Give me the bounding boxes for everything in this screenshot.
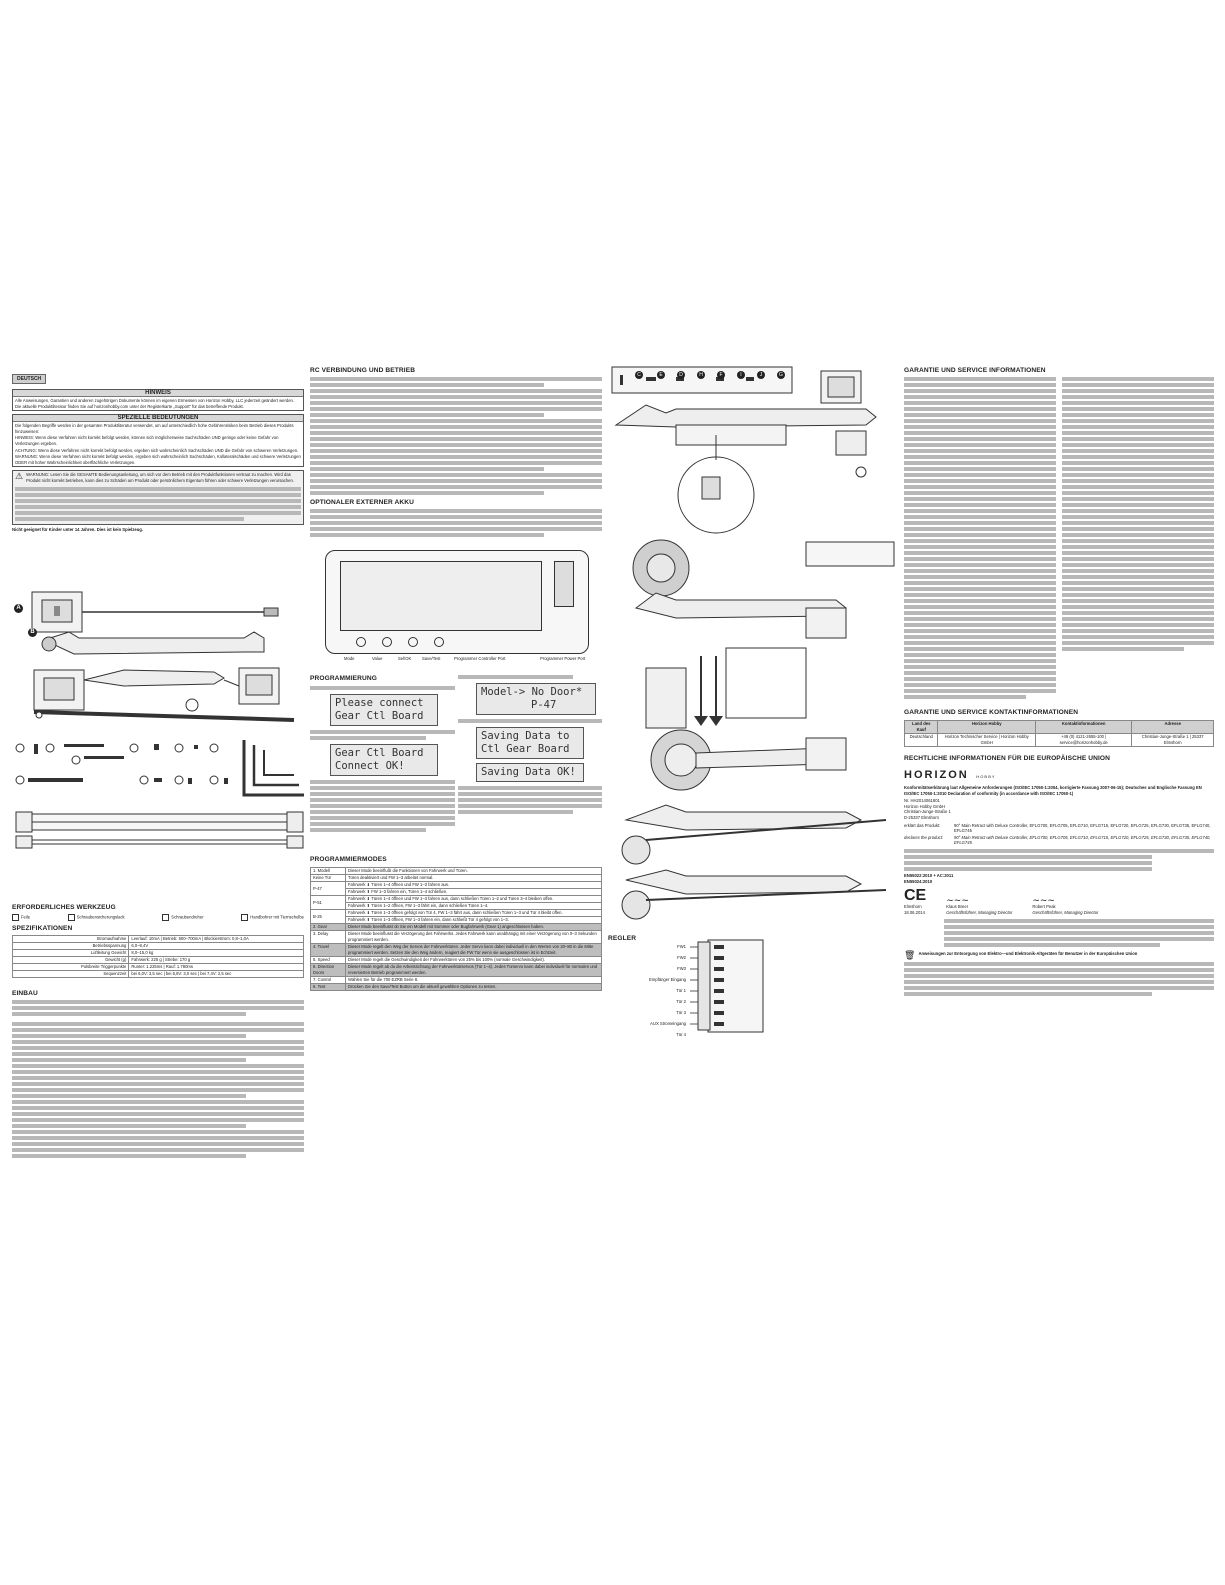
hardware-parts-diagram bbox=[14, 740, 306, 850]
regler-labels bbox=[620, 944, 686, 1043]
warning-triangle-icon: ⚠ bbox=[15, 471, 24, 482]
signature-graphic: ~~~ bbox=[946, 895, 969, 906]
regler-label: FW3 bbox=[677, 966, 686, 971]
garantie-title: GARANTIE UND SERVICE INFORMATIONEN bbox=[904, 367, 1046, 374]
callout-b: B bbox=[28, 628, 37, 637]
table-row: Fahrwerk ⬆ Türen 1–2 öffnen, FW 1–3 fährt ein, dann schließen Türen 1–4. bbox=[311, 903, 602, 910]
table-row: 5. Speed Dieser Mode regelt die Geschwindigkeit der Fahrwerktüren von 25% bis 100% (normale Geschwindigkeit). bbox=[311, 957, 602, 964]
table-row: B-25 Fahrwerk ⬇ Türen 1–3 öffnen gefolgt von Tür 4, FW 1–3 fährt aus, dann schließen Türen 1–3 und Tür 4 bleibt offen. bbox=[311, 910, 602, 917]
regler-label: Tür 4 bbox=[676, 1032, 686, 1037]
label-save-test: Save/Test bbox=[422, 656, 441, 661]
specs-table bbox=[12, 935, 304, 978]
modes-section bbox=[310, 856, 602, 991]
callout: D bbox=[677, 371, 685, 379]
warning-text: WARNUNG: Lesen Sie die GESAMTE Bedienungsanleitung, um sich vor dem Betrieb mit den Produktfunktionen vertraut zu machen. Wird das Produkt nicht korrekt betrieben, kann dies zu Schäden am Produkt oder persönlichem Eigentum führen oder schwere Verletzungen verursachen. bbox=[26, 472, 294, 483]
label-value: Value bbox=[372, 656, 383, 661]
garantie-text-left bbox=[904, 377, 1056, 701]
entsorgung-title: Anweisungen zur Entsorgung von Elektro—und Elektronik-Altgeräten für Benutzer in der Europäischen Union bbox=[918, 951, 1138, 957]
programmer-labels bbox=[330, 656, 600, 664]
table-row: 8. Test Drücken Sie den Save/Test Button um die aktuell gewählten Optionen zu testen. bbox=[311, 984, 602, 991]
signatory: ~~~ Robert Peak Geschäftsführer, Managing Director bbox=[1032, 895, 1099, 915]
brand-sub: H O B B Y bbox=[976, 774, 995, 779]
programmierung-title: PROGRAMMIERUNG bbox=[310, 675, 377, 682]
table-row: Fahrwerk ⬆ FW 1–3 fahren ein, Türen 1–4 schließen. bbox=[311, 889, 602, 896]
table-row: Fahrwerk ⬆ Türen 1–3 öffnen, FW 1–3 fahren ein, dann schließt Tür 4 gefolgt von 1–3. bbox=[311, 917, 602, 924]
table-row: P-47 Fahrwerk ⬇ Türen 1–4 öffnen und FW 1–3 fahren aus. bbox=[311, 882, 602, 889]
programmierung-section bbox=[310, 675, 455, 834]
lcd-saving: Saving Data to Ctl Gear Board bbox=[476, 727, 584, 759]
konformitaet-text: Konformitätserklärung laut Allgemeine Anforderungen (ISO/IEC 17050-1:2004, korrigierte Fassung 2007-06-15); Deutsches und Englische Fassung EN ISO/IEC 17050-1:2010 Declaration of conformity (in accordance with ISO/IEC 17050-1) bbox=[904, 785, 1202, 796]
garantie-text-right bbox=[1062, 377, 1214, 701]
place-date: Elmshorn 18.06.2014 bbox=[904, 904, 925, 915]
kontakt-title: GARANTIE UND SERVICE KONTAKTINFORMATIONEN bbox=[904, 709, 1079, 716]
callout: E bbox=[657, 371, 665, 379]
signature-graphic: ~~~ bbox=[1032, 895, 1055, 906]
assembly-diagram-top bbox=[606, 365, 898, 535]
table-row: Stromaufnahme Leerlauf: 10mA | Betrieb: 500–700mA | Blockierstrom: 0,8–1,0A bbox=[13, 936, 304, 943]
callout: G bbox=[777, 371, 785, 379]
waste-bin-icon: 🗑 bbox=[904, 950, 916, 961]
kontakt-table bbox=[904, 720, 1214, 747]
lcd-saving-ok: Saving Data OK! bbox=[476, 763, 584, 782]
declares-label: declares the product: bbox=[904, 834, 944, 840]
save-test-button[interactable] bbox=[434, 637, 444, 647]
regler-label: Tür 3 bbox=[676, 1010, 686, 1015]
erklaert-label: erklärt das Produkt: bbox=[904, 822, 941, 828]
regler-label: AUX Stromeingang bbox=[650, 1021, 686, 1026]
rechtliche-title: RECHTLICHE INFORMATIONEN FÜR DIE EUROPÄISCHE UNION bbox=[904, 755, 1110, 762]
callout: I bbox=[737, 371, 745, 379]
table-row: Gewicht (g) Fahrwerk: 225 g | Strebe: 170 g bbox=[13, 957, 304, 964]
tool-item: Handbohrer mit Tiernschelbe bbox=[241, 914, 304, 921]
controller-board-diagram bbox=[690, 938, 780, 1042]
callout: H bbox=[697, 371, 705, 379]
werkzeug-title: ERFORDERLICHES WERKZEUG bbox=[12, 904, 116, 911]
column-4 bbox=[904, 367, 1214, 998]
tool-item: Feile bbox=[12, 914, 30, 921]
age-note: Nicht geeignet für Kinder unter 14 Jahren. Dies ist kein Spielzeug. bbox=[12, 526, 144, 532]
column-1 bbox=[12, 367, 304, 532]
spezielle-intro: Die folgenden Begriffe werden in der gesamten Produktliteratur verwendet, um auf unterschiedlich hohe Gefahrenrisiken beim Betrieb dieses Produkts hinzuweisen: bbox=[15, 423, 294, 434]
hinweis-box bbox=[12, 389, 304, 411]
table-row: 2. Gear Dieser Mode beeinflusst ob Sie ein Modell mit Sommer oder Bugfahrwerk (Gear 1) angeschlossen haben. bbox=[311, 924, 602, 931]
regler-label: Empfänger Eingang bbox=[648, 977, 686, 982]
regler-label: Tür 2 bbox=[676, 999, 686, 1004]
value-button[interactable] bbox=[382, 637, 392, 647]
regler-label: Tür 1 bbox=[676, 988, 686, 993]
tools-list bbox=[12, 914, 304, 921]
top-callouts bbox=[615, 370, 795, 382]
table-row: Deutschland Horizon Technischer Service | Horizon Hobby GmbH +49 (0) 4121-2655-100 | service@horizonhobby.de Christian-Junge-Straße 1 | 25337 Elmshorn bbox=[905, 734, 1214, 747]
label-power-port: Programmer Power Port bbox=[540, 656, 586, 661]
regler-label: FW1 bbox=[677, 944, 686, 949]
einbau-text bbox=[12, 1000, 304, 1158]
lcd-please-connect: Please connect Gear Ctl Board bbox=[330, 694, 438, 726]
spezielle-box bbox=[12, 414, 304, 467]
label-controller-port: Programmer Controller Port bbox=[454, 656, 506, 661]
einbau-title: EINBAU bbox=[12, 990, 38, 997]
signatory: ~~~ Klaus Breer Geschäftsführer, Managing Director bbox=[946, 895, 1013, 915]
regler-title: REGLER bbox=[608, 935, 637, 942]
label-mode: Mode bbox=[344, 656, 355, 661]
table-row: Sequenzzeit bei 6,0V: 3,5 sec | bei 6,6V: 3,0 sec | bei 7,4V: 2,5 sec bbox=[13, 971, 304, 978]
erklaert-value: 90° Main Retract with Deluxe Controller, EFLG700, EFLG705, EFLG710, EFLG715, EFLG720, EFLG725, EFLG730, EFLG735, EFLG740, EFLG745 bbox=[954, 822, 1211, 834]
brand-name: HORIZON bbox=[904, 769, 969, 781]
tool-item: Schraubensicherungslack bbox=[68, 914, 125, 921]
programmierung-section-right bbox=[458, 675, 602, 816]
hinweis-title: HINWEIS bbox=[13, 390, 303, 397]
achtung-definition: ACHTUNG: Wenn diese Verfahren nicht korrekt befolgt werden, ergeben sich wahrscheinlich Sachschäden UND die Gefahr von schweren Verletzungen. bbox=[15, 447, 299, 453]
address-block: Nr. HH2014061801 Horizon Hobby GmbH Christian-Junge-Straße 1 D-25337 Elmshorn bbox=[904, 798, 951, 820]
table-row: P-51 Fahrwerk ⬇ Türen 1–4 öffnen und FW 1–3 fahren aus, dann schließen Türen 1–2 und Türen 3–4 bleiben offen. bbox=[311, 896, 602, 903]
table-row: 7. Control Wählen Sie für die 700 EZRB Serie 8. bbox=[311, 977, 602, 984]
callout: F bbox=[717, 371, 725, 379]
callout: C bbox=[635, 371, 643, 379]
table-row: 6. Direction Doors Dieser Mode regelt ab du die Arbeitsrichtung der Fahrwerktürservos (Tür 1–4). Jedes Türservo kann dabei individuell für normalen und reversierten Betrieb programmiert werden. bbox=[311, 964, 602, 977]
table-row: Pulsbreite Triggerpunkte Runter: 1.225ms | Rauf: 1.780ms bbox=[13, 964, 304, 971]
optional-text bbox=[310, 509, 602, 537]
retract-side-diagrams bbox=[606, 800, 898, 930]
table-row: 3. Delay Dieser Mode beeinflusst die Verzögerung des Fahrwerks. Jedes Fahrwerk kann unabhängig mit einer Verzögerung von 0–3 Sekunden programmiert werden. bbox=[311, 931, 602, 944]
language-tab: DEUTSCH bbox=[12, 374, 46, 384]
warning-box bbox=[12, 470, 304, 524]
sel-ok-button[interactable] bbox=[408, 637, 418, 647]
horizon-logo bbox=[904, 765, 1214, 783]
table-header-row: Land des Kauf Horizon Hobby Kontaktinformationen Adresse bbox=[905, 721, 1214, 734]
wheel-assembly-diagram bbox=[606, 538, 898, 798]
callout: J bbox=[757, 371, 765, 379]
spezifikationen-title: SPEZIFIKATIONEN bbox=[12, 925, 73, 932]
rc-text bbox=[310, 377, 602, 495]
entsorgung-text bbox=[904, 962, 1214, 996]
standards: EN55022:2010 + AC:2011 EN55024:2010 bbox=[904, 872, 954, 884]
optional-title: OPTIONALER EXTERNER AKKU bbox=[310, 499, 414, 506]
table-row: Betriebsspannung 6,0–8,4V bbox=[13, 943, 304, 950]
programmer-port-block bbox=[554, 561, 574, 607]
table-row: Luftleitung Gewicht 8,0–15,0 kg bbox=[13, 950, 304, 957]
declares-value: 90° Main Retract with Deluxe Controller, EFLG700, EFLG705, EFLG710, EFLG715, EFLG720, EFLG725, EFLG730, EFLG735, EFLG740, EFLG745 bbox=[954, 834, 1211, 846]
spezielle-title: SPEZIELLE BEDEUTUNGEN bbox=[13, 415, 303, 422]
lcd-model: Model-> No Door* P-47 bbox=[476, 683, 596, 715]
ce-mark: CE bbox=[904, 887, 927, 905]
table-row: 1. Modell Dieser Mode beeinflußt die Funktionen von Fahrwerk und Türen. bbox=[311, 868, 602, 875]
lcd-connect-ok: Gear Ctl Board Connect OK! bbox=[330, 744, 438, 776]
column-2 bbox=[310, 367, 602, 539]
table-row: 4. Travel Dieser Mode regelt den Weg der Servos der Fahrwerktüren. Jeder Servo kann dabei individuell in den Werten von 20–80 in die Mitte programmiert werden. Setzen Sie den Weg ändern, reagiert die FW Tür wenn sie ausgeschlossen ist in Echtzeit. bbox=[311, 944, 602, 957]
rc-title: RC VERBINDUNG UND BETRIEB bbox=[310, 367, 416, 374]
hinweis-definition: HINWEIS: Wenn diese Verfahren nicht korrekt befolgt werden, können sich möglicherweise Sachschäden UND geringe oder keine Gefahr von Verletzungen ergeben. bbox=[15, 435, 279, 446]
label-sel-ok: Sel/OK bbox=[398, 656, 412, 661]
regler-label: FW2 bbox=[677, 955, 686, 960]
werkzeug-section bbox=[12, 904, 304, 1160]
programmer-screen bbox=[340, 561, 542, 631]
callout-a: A bbox=[14, 604, 23, 613]
modes-table bbox=[310, 867, 602, 991]
warnung-definition: WARNUNG: Wenn diese Verfahren nicht korrekt befolgt werden, ergeben sich wahrscheinlich Sachschäden, Kollateralschäden und schwere Verletzungen ODER mit hoher Wahrscheinlichkeit oberflächliche Verletzungen. bbox=[15, 454, 301, 465]
tool-item: Schraubendreher bbox=[162, 914, 203, 921]
hinweis-text: Alle Anweisungen, Garantien und anderen zugehörigen Dokumente können im eigenen Ermessen von Horizon Hobby, LLC jederzeit geändert werden. Die aktuelle Produktliteratur finden Sie auf horizonhobby.com unter der Registerkarte „Support“ für das betreffende Produkt. bbox=[15, 398, 295, 409]
table-row: Keine Tür Türen deaktiviert und FW 1–3 arbeitet normal. bbox=[311, 875, 602, 882]
retract-diagram-a bbox=[14, 580, 304, 730]
programmer-device bbox=[325, 550, 589, 654]
modes-title: PROGRAMMIERMODES bbox=[310, 856, 387, 863]
mode-button[interactable] bbox=[356, 637, 366, 647]
